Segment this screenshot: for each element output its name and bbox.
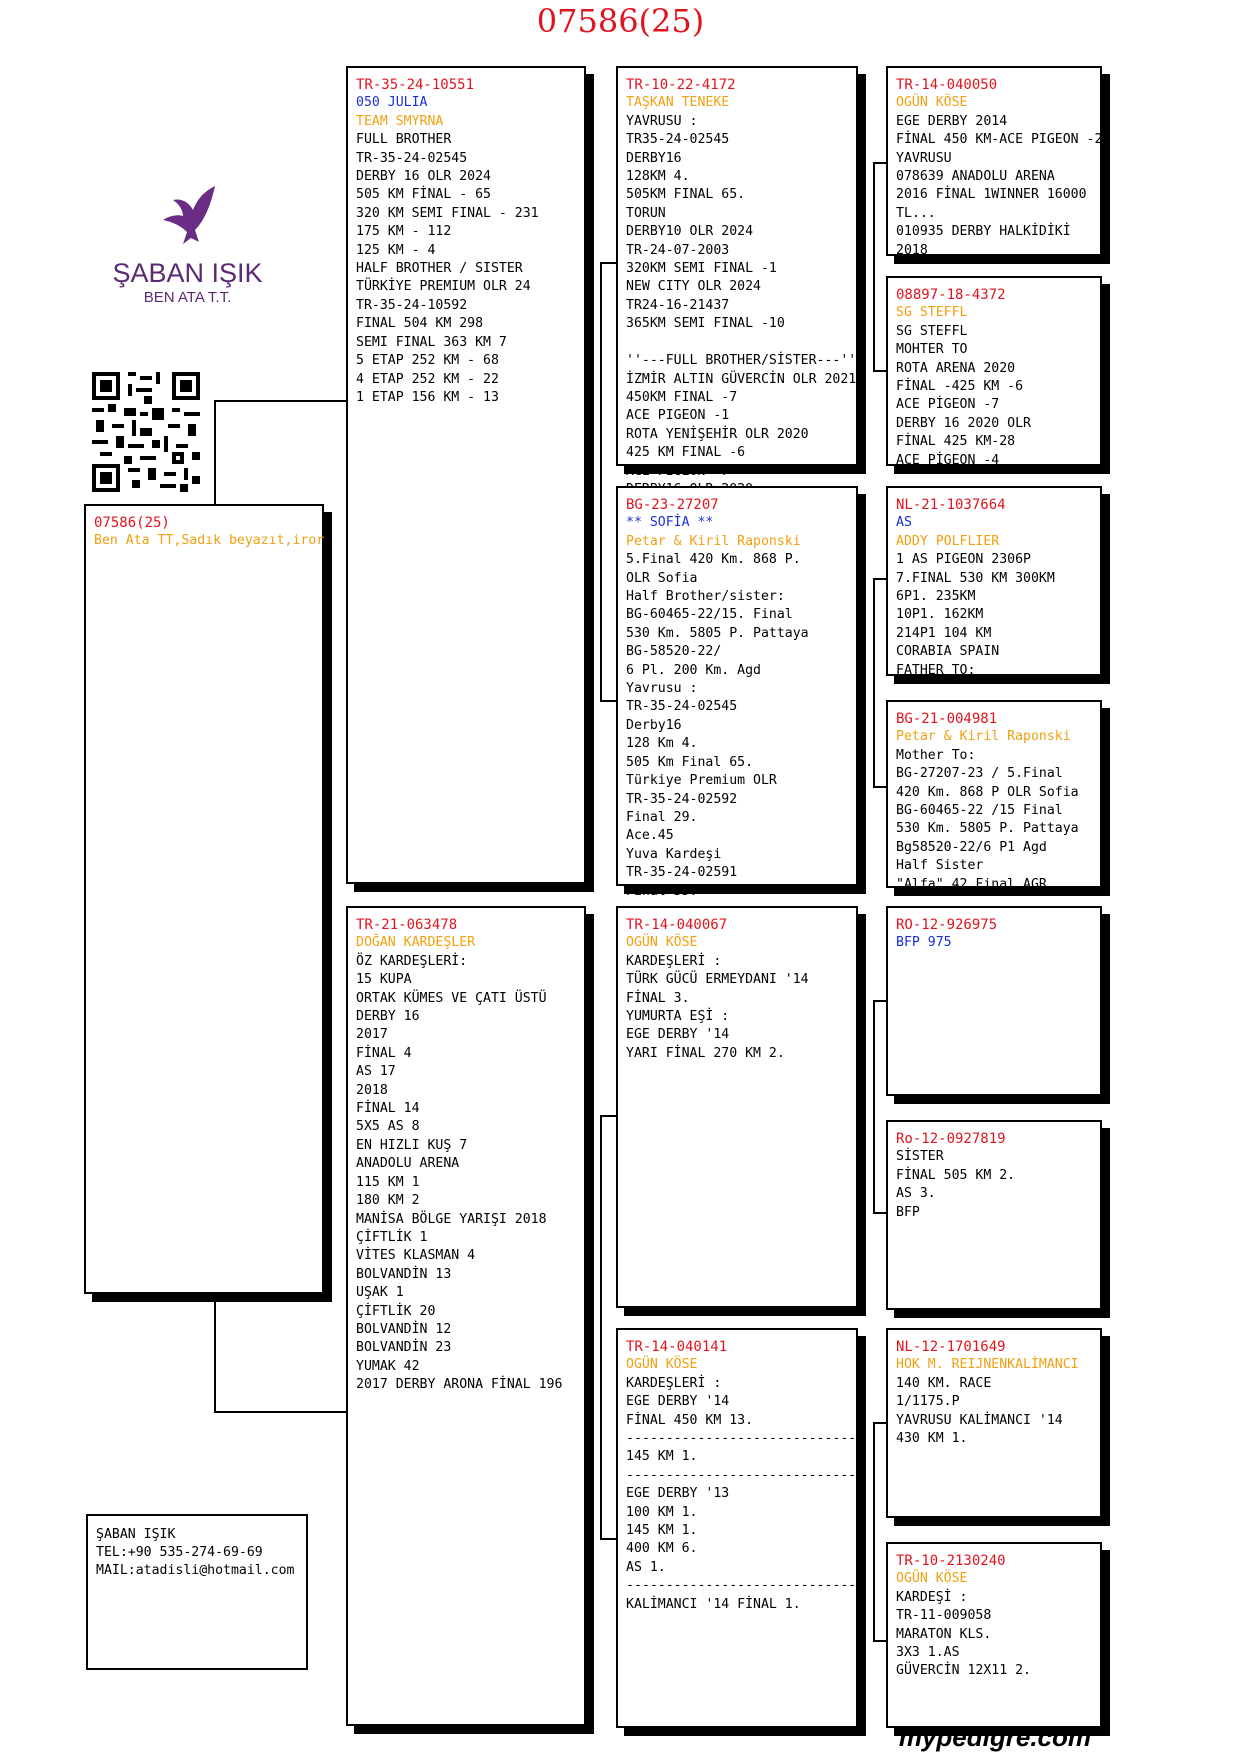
- info-line: TR-35-24-02591: [626, 865, 738, 881]
- info-line: TORUN: [626, 205, 666, 221]
- info-line: ÇİFTLİK 20: [356, 1303, 436, 1319]
- info-line: YAVRUSU KALİMANCI '14: [896, 1412, 1063, 1428]
- info-line: 15 KUPA: [356, 972, 412, 988]
- info-line: 6P1. 235KM: [896, 589, 976, 605]
- info-line: 145 KM 1.: [626, 1449, 698, 1465]
- ring-number: BG-23-27207: [626, 497, 719, 513]
- sire-sire-box: [616, 66, 858, 479]
- info-line: ADDY POLFLIER: [896, 533, 1000, 549]
- info-line: 505 KM FİNAL - 65: [356, 187, 491, 203]
- sire-sire-sire-box: [886, 66, 1102, 256]
- info-line: SİSTER: [896, 1149, 944, 1165]
- dam-dam-box: [616, 1328, 865, 1728]
- info-line: DERBY 16: [356, 1009, 420, 1025]
- info-line: TÜRK GÜCÜ ERMEYDANI '14: [626, 972, 809, 988]
- info-line: YUMAK 42: [356, 1358, 420, 1374]
- dam-box: [346, 906, 586, 1726]
- info-line: FİNAL 14: [356, 1101, 420, 1117]
- info-line: MARATON KLS.: [896, 1626, 992, 1642]
- info-line: FİNAL 4: [356, 1045, 412, 1061]
- info-line: 320 KM SEMI FINAL - 231: [356, 205, 539, 221]
- info-line: Final 29.: [626, 809, 698, 825]
- info-line: SG STEFFL: [896, 305, 968, 321]
- info-line: BG-58520-22/: [626, 644, 722, 660]
- info-line: 5.Final 420 Km. 868 P.: [626, 552, 801, 568]
- info-line: FINAL 504 KM 298: [356, 316, 484, 332]
- info-line: Ace.45: [626, 828, 674, 844]
- info-line: EGE DERBY 2014: [896, 113, 1008, 129]
- info-line: ** SOFİA **: [626, 515, 714, 531]
- sire-dam-sire-box: [886, 486, 1102, 676]
- info-line: ANADOLU ARENA: [356, 1156, 460, 1172]
- info-line: KARDEŞİ :: [896, 1589, 968, 1605]
- info-line: DERBY 16 2020 OLR: [896, 415, 1031, 431]
- info-line: 1/1175.P: [896, 1394, 960, 1410]
- info-line: ACE PIGEON -7: [626, 463, 730, 479]
- info-line: Half Brother/sister:: [626, 589, 785, 605]
- info-line: ROTA ARENA 2020: [896, 360, 1016, 376]
- info-line: NEW CITY OLR 2024: [626, 279, 761, 295]
- info-line: 175 KM - 112: [356, 224, 452, 240]
- ring-number: Ro-12-0927819: [896, 1131, 1006, 1147]
- info-line: 145 KM 1.: [626, 1523, 698, 1539]
- info-line: TR-35-24-02545: [356, 150, 468, 166]
- ring-number: TR-14-040050: [896, 77, 998, 93]
- contact-email: MAIL:atadisli@hotmail.com: [96, 1563, 295, 1578]
- info-line: OGÜN KÖSE: [626, 935, 698, 951]
- info-line: EGE DERBY '14: [626, 1394, 730, 1410]
- info-line: 180 KM 2: [356, 1193, 420, 1209]
- ring-number: TR-35-24-10551: [356, 77, 475, 93]
- ring-number: 07586(25): [94, 515, 170, 531]
- info-line: 425 KM FINAL -6: [626, 445, 746, 461]
- contact-phone: TEL:+90 535-274-69-69: [96, 1545, 263, 1560]
- info-line: EGE DERBY '13: [626, 1486, 730, 1502]
- info-line: FİNAL 425 KM-28: [896, 434, 1016, 450]
- info-line: BG-60465-22/15. Final: [626, 607, 793, 623]
- info-line: Türkiye Premium OLR: [626, 773, 777, 789]
- info-line: 140 KM. RACE: [896, 1375, 992, 1391]
- info-line: 5 ETAP 252 KM - 68: [356, 353, 499, 369]
- info-line: OLR Sofia: [626, 570, 698, 586]
- info-line: FİNAL 450 KM-ACE PIGEON -2: [896, 132, 1103, 148]
- info-line: Half Sister: [896, 858, 984, 874]
- info-line: DERBY16: [626, 150, 682, 166]
- info-line: 400 KM 6.: [626, 1541, 698, 1557]
- info-line: ACE PİGEON -7: [896, 397, 1000, 413]
- page-title: 07586(25): [536, 2, 705, 40]
- info-line: KALİMANCI '14 FİNAL 1.: [626, 1596, 801, 1612]
- info-line: YARI FİNAL 270 KM 2.: [626, 1045, 785, 1061]
- info-line: 128 Km 4.: [626, 736, 698, 752]
- contact-name: ŞABAN IŞIK: [96, 1527, 176, 1542]
- sire-box: [346, 66, 586, 884]
- info-line: Bg58520-22/6 P1 Agd: [896, 839, 1047, 855]
- info-line: Yuva Kardeşi: [626, 846, 722, 862]
- footer-watermark: mypedigre.com: [898, 1722, 1091, 1752]
- info-line: FİNAL 450 KM 13.: [626, 1412, 754, 1428]
- info-line: ORTAK KÜMES VE ÇATI ÜSTÜ: [356, 990, 547, 1006]
- brand-name: ŞABAN IŞIK: [112, 258, 263, 288]
- brand-sub: BEN ATA T.T.: [143, 289, 232, 306]
- ring-number: BG-21-004981: [896, 711, 998, 727]
- info-line: TÜRKİYE PREMIUM OLR 24: [356, 279, 531, 295]
- info-line: BFP 975: [896, 935, 952, 951]
- info-line: TR-24-07-2003: [626, 242, 730, 258]
- ring-number: NL-12-1701649: [896, 1339, 1006, 1355]
- info-line: TR35-24-02545: [626, 132, 730, 148]
- info-line: 505 Km Final 65.: [626, 754, 754, 770]
- info-line: Petar & Kiril Raponski: [896, 729, 1071, 745]
- info-line: FULL BROTHER: [356, 132, 452, 148]
- info-line: ------------------------------: [626, 1467, 865, 1483]
- info-line: YUMURTA EŞİ :: [626, 1009, 730, 1025]
- info-line: FATHER TO:: [896, 662, 976, 678]
- info-line: İZMİR ALTIN GÜVERCİN OLR 2021: [626, 371, 857, 387]
- ring-number: TR-10-22-4172: [626, 77, 736, 93]
- dam-sire-dam-box: [886, 1120, 1102, 1310]
- info-line: 450KM FINAL -7: [626, 389, 738, 405]
- dam-dam-sire-box: [886, 1328, 1102, 1518]
- info-line: 420 Km. 868 P OLR Sofia: [896, 784, 1079, 800]
- ring-number: TR-10-2130240: [896, 1553, 1006, 1569]
- info-line: DERBY 16 OLR 2024: [356, 169, 491, 185]
- info-line: ACE PIGEON -1: [626, 408, 730, 424]
- brand-logo: [100, 180, 275, 320]
- info-line: 3X3 1.AS: [896, 1645, 960, 1661]
- info-line: Ben Ata TT,Sadık beyazıt,iror: [94, 533, 325, 549]
- ring-number: TR-21-063478: [356, 917, 458, 933]
- info-line: 2016 FİNAL 1WINNER 16000: [896, 187, 1087, 203]
- info-line: EN HIZLI KUŞ 7: [356, 1137, 468, 1153]
- info-line: BG-27207-23 / 5.Final: [896, 766, 1063, 782]
- info-line: OGÜN KÖSE: [626, 1357, 698, 1373]
- info-line: DOĞAN KARDEŞLER: [356, 935, 476, 951]
- info-line: 7.FINAL 530 KM 300KM: [896, 570, 1055, 586]
- info-line: ------------------------------: [626, 1431, 865, 1447]
- info-line: ÖZ KARDEŞLERİ:: [356, 953, 468, 969]
- info-line: ''---FULL BROTHER/SİSTER---'': [626, 353, 857, 369]
- info-line: 5X5 AS 8: [356, 1119, 420, 1135]
- info-line: ROTA YENİŞEHİR OLR 2020: [626, 426, 809, 442]
- info-line: 115 KM 1: [356, 1174, 420, 1190]
- info-line: ACE PİGEON -4: [896, 452, 1000, 468]
- ring-number: NL-21-1037664: [896, 497, 1006, 513]
- info-line: AS 1.: [626, 1559, 666, 1575]
- info-line: YAVRUSU: [896, 150, 952, 166]
- info-line: OGÜN KÖSE: [896, 1571, 968, 1587]
- info-line: Yavrusu :: [626, 681, 698, 697]
- qr-code-icon: [92, 372, 200, 492]
- info-line: 050 JULIA: [356, 95, 428, 111]
- info-line: FİNAL 505 KM 2.: [896, 1167, 1016, 1183]
- info-line: TEAM SMYRNA: [356, 113, 444, 129]
- info-line: HALF BROTHER / SISTER: [356, 261, 523, 277]
- info-line: 4 ETAP 252 KM - 22: [356, 371, 499, 387]
- info-line: 125 KM - 4: [356, 242, 436, 258]
- info-line: Final 35.: [626, 883, 698, 899]
- info-line: KARDEŞLERİ :: [626, 953, 722, 969]
- info-line: 2017: [356, 1027, 388, 1043]
- info-line: BFP: [896, 1204, 920, 1220]
- info-line: TR24-16-21437: [626, 297, 730, 313]
- info-line: 078639 ANADOLU ARENA: [896, 169, 1055, 185]
- info-line: 505KM FINAL 65.: [626, 187, 746, 203]
- info-line: TR-35-24-02545: [626, 699, 738, 715]
- info-line: MOHTER TO: [896, 342, 968, 358]
- info-line: BOLVANDİN 13: [356, 1266, 452, 1282]
- subject-box: [84, 504, 324, 1294]
- contact-box: [86, 1514, 308, 1670]
- info-line: OGÜN KÖSE: [896, 95, 968, 111]
- info-line: UŞAK 1: [356, 1285, 404, 1301]
- info-line: 530 Km. 5805 P. Pattaya: [896, 821, 1079, 837]
- info-line: HOK M. REIJNENKALİMANCI: [896, 1357, 1079, 1373]
- sire-dam-box: [616, 486, 858, 899]
- info-line: AS: [896, 515, 912, 531]
- dove-icon: [153, 180, 223, 250]
- info-line: 2017 DERBY ARONA FİNAL 196: [356, 1377, 563, 1393]
- info-line: YAVRUSU :: [626, 113, 698, 129]
- info-line: 10P1. 162KM: [896, 607, 984, 623]
- dam-dam-dam-box: [886, 1542, 1102, 1728]
- info-line: 010935 DERBY HALKİDİKİ: [896, 224, 1071, 240]
- info-line: 320KM SEMI FINAL -1: [626, 261, 777, 277]
- ring-number: TR-14-040141: [626, 1339, 728, 1355]
- info-line: VİTES KLASMAN 4: [356, 1248, 476, 1264]
- info-line: BG-60465-22 /15 Final: [896, 803, 1063, 819]
- info-line: ÇİFTLİK 1: [356, 1229, 428, 1245]
- info-line: CORABIA SPAIN: [896, 644, 1000, 660]
- info-line: 2018: [896, 242, 928, 258]
- info-line: EGE DERBY '14: [626, 1027, 730, 1043]
- info-line: AS 17: [356, 1064, 396, 1080]
- info-line: 1 ETAP 156 KM - 13: [356, 389, 499, 405]
- info-line: 430 KM 1.: [896, 1431, 968, 1447]
- info-line: 100 KM 1.: [626, 1504, 698, 1520]
- info-line: 6 Pl. 200 Km. Agd: [626, 662, 761, 678]
- info-line: [626, 334, 850, 352]
- info-line: AS 3.: [896, 1186, 936, 1202]
- info-line: KARDEŞLERİ :: [626, 1375, 722, 1391]
- info-line: Derby16: [626, 717, 682, 733]
- info-line: TR-35-24-10592: [356, 297, 468, 313]
- info-line: BOLVANDİN 12: [356, 1321, 452, 1337]
- info-line: 530 Km. 5805 P. Pattaya: [626, 625, 809, 641]
- dam-sire-sire-box: [886, 906, 1102, 1096]
- sire-dam-dam-box: [886, 700, 1102, 892]
- info-line: TAŞKAN TENEKE: [626, 95, 730, 111]
- dam-sire-box: [616, 906, 858, 1308]
- ring-number: TR-14-040067: [626, 917, 728, 933]
- info-line: FİNAL 3.: [626, 990, 690, 1006]
- info-line: GÜVERCİN 12X11 2.: [896, 1663, 1031, 1679]
- info-line: Petar & Kiril Raponski: [626, 533, 801, 549]
- info-line: -----------------------------: [626, 1578, 857, 1594]
- sire-sire-dam-box: [886, 276, 1102, 466]
- info-line: TR-35-24-02592: [626, 791, 738, 807]
- info-line: 214P1 104 KM: [896, 625, 992, 641]
- info-line: SEMI FINAL 363 KM 7: [356, 334, 507, 350]
- info-line: "Alfa" 42 Final AGR: [896, 876, 1047, 892]
- info-line: 365KM SEMI FINAL -10: [626, 316, 785, 332]
- info-line: MANİSA BÖLGE YARIŞI 2018: [356, 1211, 547, 1227]
- info-line: 2018: [356, 1082, 388, 1098]
- ring-number: 08897-18-4372: [896, 287, 1006, 303]
- ring-number: RO-12-926975: [896, 917, 998, 933]
- info-line: TL...: [896, 205, 936, 221]
- info-line: 1 AS PIGEON 2306P: [896, 552, 1031, 568]
- info-line: DERBY10 OLR 2024: [626, 224, 754, 240]
- info-line: SG STEFFL: [896, 323, 968, 339]
- info-line: BOLVANDİN 23: [356, 1340, 452, 1356]
- info-line: Mother To:: [896, 747, 976, 763]
- info-line: 128KM 4.: [626, 169, 690, 185]
- info-line: FİNAL -425 KM -6: [896, 379, 1024, 395]
- info-line: TR-11-009058: [896, 1608, 992, 1624]
